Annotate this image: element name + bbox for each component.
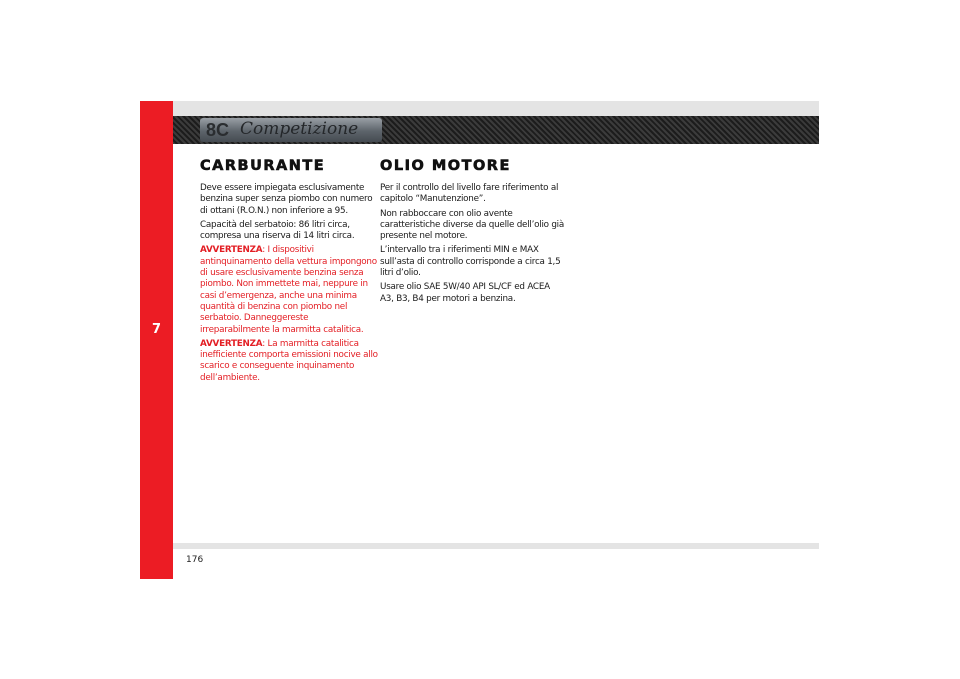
logo <box>200 118 382 142</box>
warning-text: : I dispositivi antinquinamento della vettura impongono di usare esclusivamente benzina senza piombo. Non immettete mai, neppure in casi d’emergenza, anche una minima quantità di benzina con piombo nel serbatoio. Danneggereste irreparabilmente la marmitta catalitica. <box>200 245 377 335</box>
bottom-strip <box>173 543 819 549</box>
fuel-section <box>200 158 378 387</box>
oil-paragraph-3: L’intervallo tra i riferimenti MIN e MAX sull’asta di controllo corrisponde a circa 1,5 litri d’olio. <box>380 245 561 279</box>
oil-paragraph-4: Usare olio SAE 5W/40 API SL/CF ed ACEA A3, B3, B4 per motori a benzina. <box>380 282 550 304</box>
warning-text: : La marmitta catalitica inefficiente comporta emissioni nocive allo scarico e conseguente inquinamento dell’ambiente. <box>200 338 378 383</box>
fuel-warning-2 <box>200 339 378 384</box>
fuel-warning-1 <box>200 245 378 335</box>
oil-paragraph-1: Per il controllo del livello fare riferimento al capitolo “Manutenzione”. <box>380 183 559 205</box>
page-number: 176 <box>186 555 204 565</box>
top-strip <box>173 101 819 116</box>
engine-oil-section <box>380 158 566 308</box>
oil-title: OLIO MOTORE <box>380 158 511 174</box>
logo-emblem: 8C <box>206 120 230 140</box>
fuel-title: CARBURANTE <box>200 158 326 174</box>
chapter-number: 7 <box>151 322 162 337</box>
oil-paragraph-2: Non rabboccare con olio avente caratteristiche diverse da quelle dell’olio già presente nel motore. <box>380 208 564 242</box>
fuel-paragraph-1: Deve essere impiegata esclusivamente benzina super senza piombo con numero di ottani (R.O.N.) non inferiore a 95. <box>200 183 373 216</box>
warning-label: AVVERTENZA <box>200 338 263 349</box>
warning-label: AVVERTENZA <box>200 245 263 256</box>
fuel-paragraph-2: Capacità del serbatoio: 86 litri circa, compresa una riserva di 14 litri circa. <box>200 219 355 242</box>
chapter-tab <box>140 101 173 579</box>
logo-script: Competizione <box>240 119 359 139</box>
